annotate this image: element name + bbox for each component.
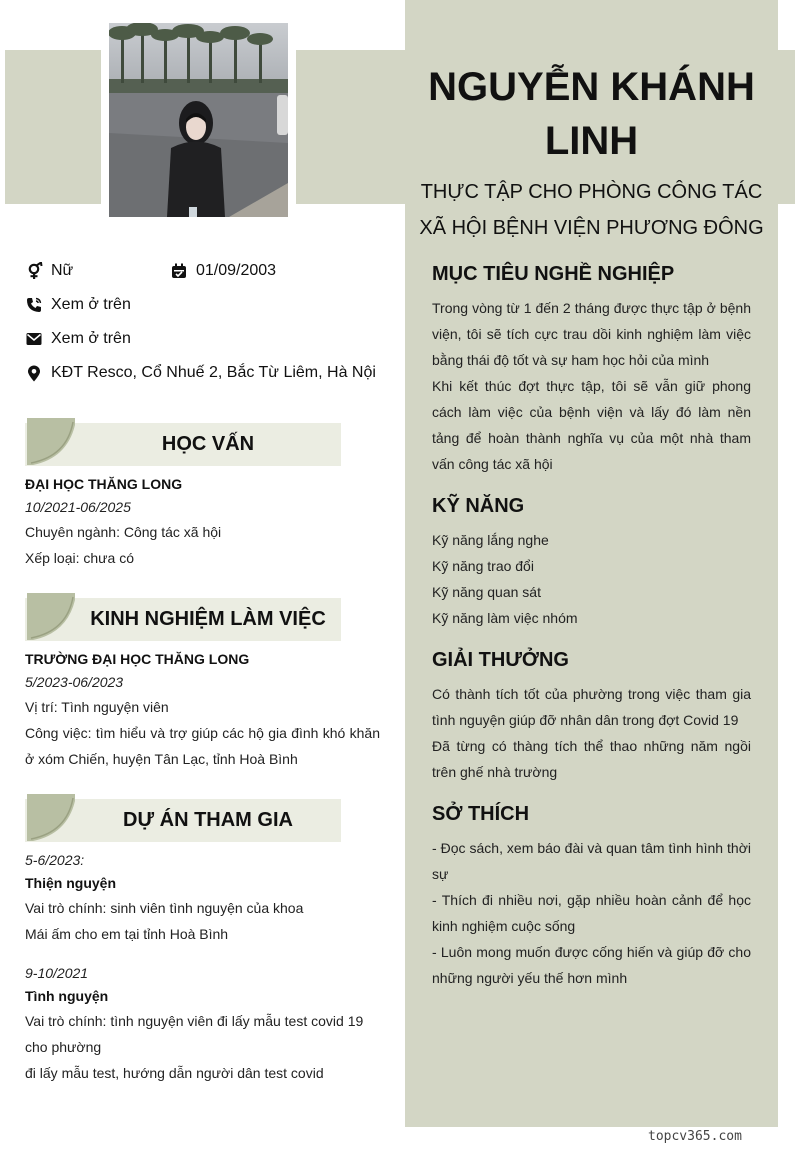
awards-text [432,681,751,785]
skill-item: Kỹ năng làm việc nhóm [432,610,578,626]
address-row [25,364,376,382]
profile-photo [109,23,288,217]
experience-period: 5/2023-06/2023 [25,674,124,690]
education-title: HỌC VẤN [161,433,255,455]
skills-list [432,527,751,631]
section-tab-decoration [27,794,75,841]
project-line: đi lấy mẫu test, hướng dẫn người dân test covid [25,1065,324,1081]
experience-section-header [25,593,341,641]
gender-row [25,262,73,280]
award-paragraph: Có thành tích tốt của phường trong việc tham gia tình nguyện giúp đỡ nhân dân trong đợt Covid 19 [432,686,751,728]
education-period: 10/2021-06/2025 [25,499,131,515]
project-name: Thiện nguyện [25,875,116,891]
hobby-item: - Đọc sách, xem báo đài và quan tâm tình hình thời sự [432,840,751,882]
project-line: Vai trò chính: sinh viên tình nguyện của khoa [25,900,304,916]
header-band-middle [296,50,406,204]
phone-icon [25,296,43,314]
birthday-row [170,262,276,280]
objective-title: MỤC TIÊU NGHỀ NGHIỆP [432,263,675,285]
gender-icon [25,262,43,280]
section-tab-decoration [27,418,75,465]
objective-text [432,295,751,477]
projects-title: DỰ ÁN THAM GIA [123,809,293,831]
birthday-value: 01/09/2003 [196,262,277,279]
education-section-header [25,418,341,466]
gender-value: Nữ [51,262,74,279]
hobbies-title: SỞ THÍCH [432,803,530,825]
section-tab-decoration [27,593,75,640]
email-row [25,330,131,348]
education-rank: Xếp loại: chưa có [25,550,134,566]
email-icon [25,330,43,348]
projects-section-header [25,794,341,842]
calendar-icon [170,262,188,280]
candidate-name: NGUYỄN KHÁNH LINH [428,65,755,163]
hobby-item: - Thích đi nhiều nơi, gặp nhiều hoàn cảnh để học kinh nghiệm cuộc sống [432,892,751,934]
skill-item: Kỹ năng lắng nghe [432,532,549,548]
project-period: 9-10/2021 [25,965,89,981]
awards-title: GIẢI THƯỞNG [432,649,569,671]
experience-role: Vị trí: Tình nguyện viên [25,699,169,715]
hobbies-list [432,835,751,991]
project-name: Tình nguyện [25,988,109,1004]
skill-item: Kỹ năng trao đổi [432,558,534,574]
objective-paragraph: Khi kết thúc đợt thực tập, tôi sẽ vẫn giữ phong cách làm việc của bệnh viện và lấy đó làm nền tảng để hoàn thành nghĩa vụ của một nhà tham vấn công tác xã hội [432,378,751,472]
project-line: Vai trò chính: tình nguyện viên đi lấy mẫu test covid 19 cho phường [25,1013,364,1055]
experience-description: Công việc: tìm hiểu và trợ giúp các hộ gia đình khó khăn ở xóm Chiến, huyện Tân Lạc, tỉnh Hoà Bình [25,725,380,767]
phone-value: Xem ở trên [51,296,131,313]
education-school: ĐẠI HỌC THĂNG LONG [25,476,183,492]
phone-row [25,296,131,314]
email-value: Xem ở trên [51,330,131,347]
skill-item: Kỹ năng quan sát [432,584,541,600]
objective-paragraph: Trong vòng từ 1 đến 2 tháng được thực tập ở bệnh viện, tôi sẽ tích cực trau dồi kinh nghiệm làm việc bằng thái độ tốt và sự ham học hỏi của mình [432,300,751,368]
experience-company: TRƯỜNG ĐẠI HỌC THĂNG LONG [25,651,250,667]
education-major: Chuyên ngành: Công tác xã hội [25,524,222,540]
address-value: KĐT Resco, Cổ Nhuế 2, Bắc Từ Liêm, Hà Nội [51,364,376,381]
project-period: 5-6/2023: [25,852,85,868]
location-pin-icon [25,364,43,382]
header-band-right [778,50,795,204]
target-position: THỰC TẬP CHO PHÒNG CÔNG TÁC XÃ HỘI BỆNH VIỆN PHƯƠNG ĐÔNG [419,181,764,239]
watermark: topcv365.com [648,1129,742,1144]
skills-title: KỸ NĂNG [432,495,525,517]
award-paragraph: Đã từng có thàng tích thể thao những năm ngồi trên ghế nhà trường [432,738,751,780]
experience-title: KINH NGHIỆM LÀM VIỆC [90,608,326,630]
project-line: Mái ấm cho em tại tỉnh Hoà Bình [25,926,229,942]
hobby-item: - Luôn mong muốn được cống hiến và giúp đỡ cho những người yếu thế hơn mình [432,944,751,986]
header-band-left [5,50,101,204]
